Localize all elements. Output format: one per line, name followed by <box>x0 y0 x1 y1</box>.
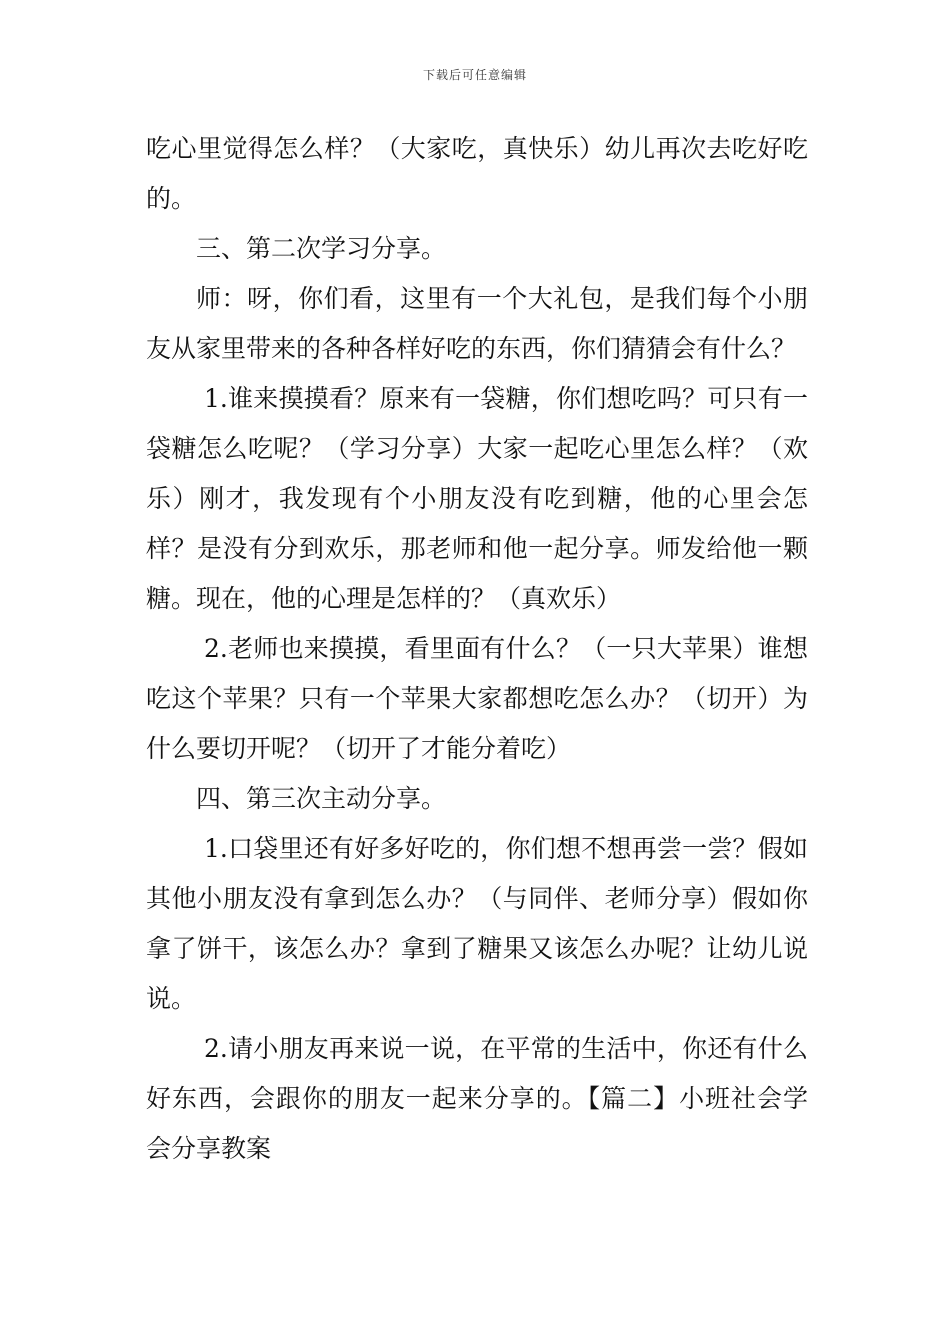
paragraph-item-1-candy: 1.谁来摸摸看？原来有一袋糖，你们想吃吗？可只有一袋糖怎么吃呢？（学习分享）大家一起吃心里怎么样？（欢乐）刚才，我发现有个小朋友没有吃到糖，他的心里会怎样？是没有分到欢乐，那老师和他一起分享。师发给他一颗糖。现在，他的心理是怎样的？（真欢乐） <box>146 384 808 613</box>
paragraph-item-2-apple: 2.老师也来摸摸，看里面有什么？（一只大苹果）谁想吃这个苹果？只有一个苹果大家都想吃怎么办？（切开）为什么要切开呢？（切开了才能分着吃） <box>146 634 808 763</box>
document-body <box>146 124 808 1174</box>
paragraph-teacher-intro: 师：呀，你们看，这里有一个大礼包，是我们每个小朋友从家里带来的各种各样好吃的东西，你们猜猜会有什么？ <box>146 284 808 363</box>
section-heading-3: 三、第二次学习分享。 <box>196 234 447 263</box>
paragraph-item-2-share: 2.请小朋友再来说一说，在平常的生活中，你还有什么好东西，会跟你的朋友一起来分享的。【篇二】小班社会学会分享教案 <box>146 1034 808 1163</box>
paragraph-item-1-pocket: 1.口袋里还有好多好吃的，你们想不想再尝一尝？假如其他小朋友没有拿到怎么办？（与同伴、老师分享）假如你拿了饼干，该怎么办？拿到了糖果又该怎么办呢？让幼儿说说。 <box>146 834 808 1013</box>
paragraph-continuation: 吃心里觉得怎么样？（大家吃，真快乐）幼儿再次去吃好吃的。 <box>146 134 808 213</box>
section-heading-4: 四、第三次主动分享。 <box>196 784 447 813</box>
page-header-note: 下载后可任意编辑 <box>422 68 527 82</box>
